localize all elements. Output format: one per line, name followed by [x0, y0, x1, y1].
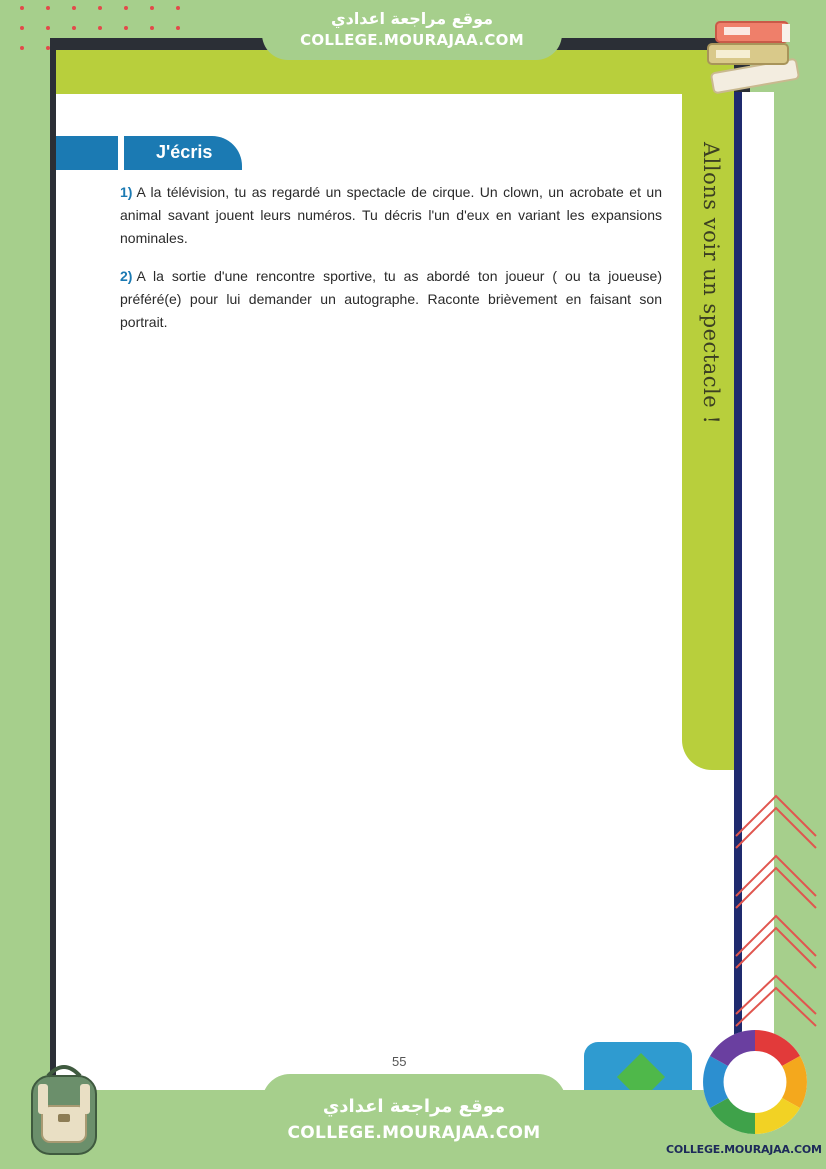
chapter-title: Allons voir un spectacle ! [699, 142, 723, 425]
section-title: J'écris [156, 142, 213, 162]
question-number: 1) [120, 184, 133, 200]
question-number: 2) [120, 268, 133, 284]
question-text: A la sortie d'une rencontre sportive, tu as abordé ton joueur ( ou ta joueuse) préféré(e) pour lui demander un autographe. Raconte brièvement en faisant son portrait. [120, 268, 662, 330]
document-page [56, 50, 734, 1090]
site-banner-top[interactable] [262, 0, 562, 60]
question-2 [120, 265, 662, 334]
page-number: 55 [392, 1054, 407, 1069]
backpack-icon [14, 1058, 114, 1158]
question-text: A la télévision, tu as regardé un spectacle de cirque. Un clown, un acrobate et un animal savant jouent leurs numéros. Tu décris l'un d'eux en variant les expansions nominales. [120, 184, 662, 246]
site-arabic-name: موقع مراجعة اعدادي [330, 9, 494, 28]
site-domain: COLLEGE.MOURAJAA.COM [287, 1123, 541, 1143]
books-icon [700, 12, 810, 96]
site-banner-bottom[interactable] [262, 1074, 566, 1169]
site-arabic-name: موقع مراجعة اعدادي [322, 1096, 506, 1117]
question-1 [120, 181, 662, 250]
school-wheel-icon [694, 1024, 816, 1140]
site-logo-text: COLLEGE.MOURAJAA.COM [666, 1143, 822, 1156]
section-header-bar [56, 136, 118, 170]
site-domain: COLLEGE.MOURAJAA.COM [300, 31, 524, 49]
chevron-up-icon [732, 790, 822, 1030]
